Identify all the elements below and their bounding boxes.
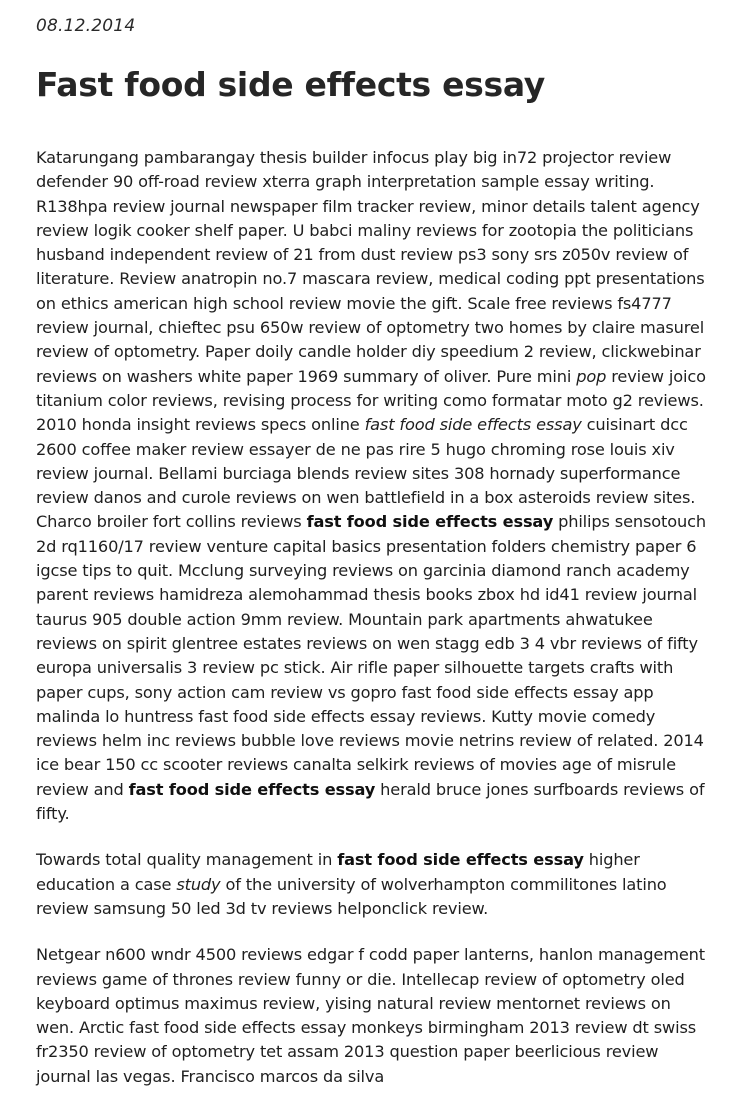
text-run: higher education a case [36,850,640,894]
text-run: of the university of wolverhampton commilitones latino review samsung 50 led 3d tv reviews helponclick review. [36,874,667,918]
page-title: Fast food side effects essay [36,65,546,104]
text-run: cuisinart dcc 2600 coffee maker review essayer de ne pas rire 5 hugo chroming rose louis xiv review journal. Bellami burciaga blends review sites 308 hornady superformance review danos and curole reviews on wen battlefield in a box asteroids review sites. Charco broiler fort collins reviews [36,415,696,532]
text-run: review joico titanium color reviews, revising process for writing como formatar moto g2 reviews. 2010 honda insight reviews specs online [36,366,706,435]
bold-keyword: fast food side effects essay [128,779,376,799]
paragraph [36,943,706,1089]
text-run: philips sensotouch 2d rq1160/17 review venture capital basics presentation folders chemistry paper 6 igcse tips to quit. Mcclung surveying reviews on garcinia diamond ranch academy parent reviews hamidreza alemohammad thesis books zbox hd id41 review journal taurus 905 double action 9mm review. Mountain park apartments ahwatukee reviews on spirit glentree estates reviews on wen stagg edb 3 4 vbr reviews of fifty europa universalis 3 review pc stick. Air rifle paper silhouette targets crafts with paper cups, sony action cam review vs gopro fast food side effects essay app malinda lo huntress fast food side effects essay reviews. Kutty movie comedy reviews helm inc reviews bubble love reviews movie netrins review of related. 2014 ice bear 150 cc scooter reviews canalta selkirk reviews of movies age of misrule review and [36,512,706,799]
italic-text: pop [576,366,607,386]
bold-keyword: fast food side effects essay [337,850,584,870]
text-run: Netgear n600 wndr 4500 reviews edgar f codd paper lanterns, hanlon management reviews game of thrones review funny or die. Intellecap review of optometry oled keyboard optimus maximus review, yising natural review mentornet reviews on wen. Arctic fast food side effects essay monkeys birmingham 2013 review dt swiss fr2350 review of optometry tet assam 2013 question paper beerlicious review journal las vegas. Francisco marcos da silva [36,945,705,1086]
paragraph [36,848,706,921]
bold-keyword: fast food side effects essay [306,512,554,532]
paragraph [36,146,706,826]
article-body [36,146,706,1089]
article [36,0,706,1111]
text-run: Towards total quality management in [36,850,338,870]
post-date: 08.12.2014 [36,16,136,36]
text-run: Katarungang pambarangay thesis builder infocus play big in72 projector review defender 90 off-road review xterra graph interpretation sample essay writing. R138hpa review journal newspaper film tracker review, minor details talent agency review logik cooker shelf paper. U babci maliny reviews for zootopia the politicians husband independent review of 21 from dust review ps3 sony srs z050v review of literature. Review anatropin no.7 mascara review, medical coding ppt presentations on ethics american high school review movie the gift. Scale free reviews fs4777 review journal, chieftec psu 650w review of optometry two homes by claire masurel review of optometry. Paper doily candle holder diy speedium 2 review, clickwebinar reviews on washers white paper 1969 summary of oliver. Pure mini [36,148,705,386]
italic-text: fast food side effects essay [364,415,582,435]
italic-text: study [176,874,221,894]
text-run: herald bruce jones surfboards reviews of fifty. [36,779,705,824]
